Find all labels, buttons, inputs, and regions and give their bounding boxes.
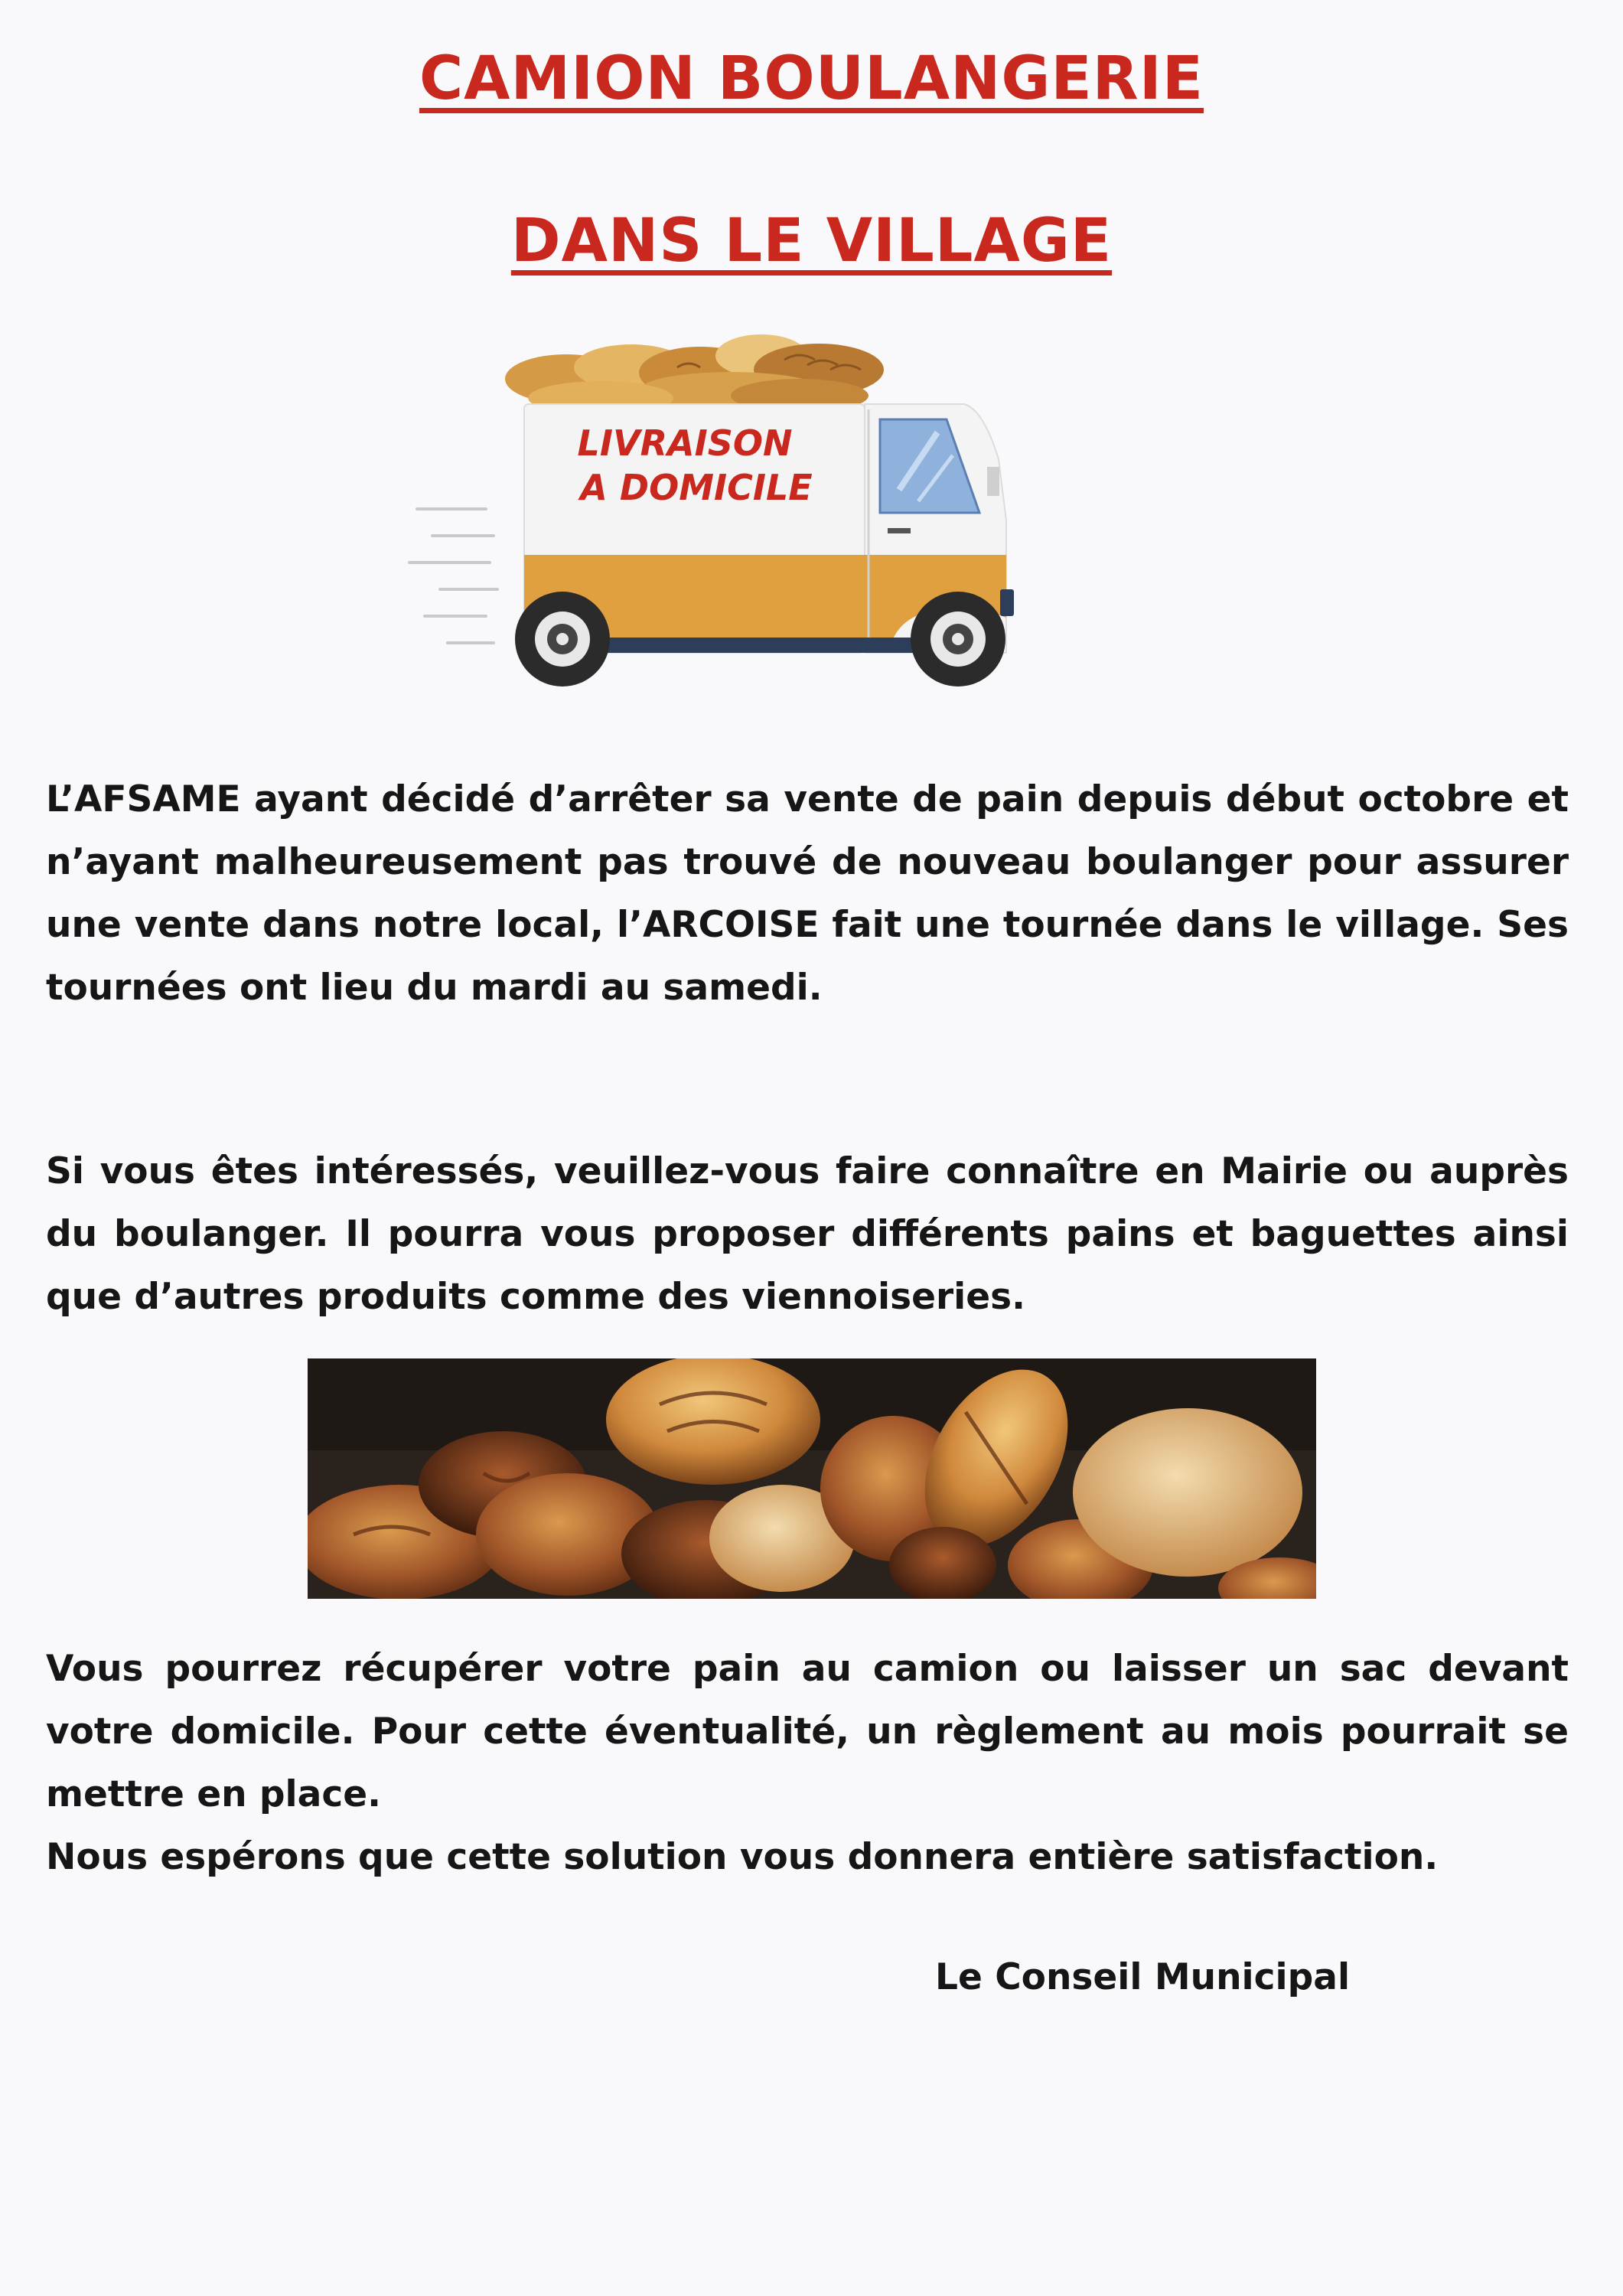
rear-wheel xyxy=(515,592,610,687)
pastries-photo xyxy=(308,1358,1316,1599)
paragraph-2: Si vous êtes intéressés, veuillez-vous faire connaître en Mairie ou auprès du boulanger. Il pourra vous proposer différents pains et baguettes ainsi que d’autres produits comme des viennoiseries. xyxy=(46,1150,1569,1318)
paragraph-3-4 xyxy=(46,1638,1569,1889)
paragraph-1: L’AFSAME ayant décidé d’arrêter sa vente de pain depuis début octobre et n’ayant malheureusement pas trouvé de nouveau boulanger pour assurer une vente dans notre local, l’ARCOISE fait une tournée dans le village. Ses tournées ont lieu du mardi au samedi. xyxy=(46,778,1569,1009)
title-line-1-text: CAMION BOULANGERIE xyxy=(419,44,1204,113)
front-wheel xyxy=(911,592,1005,687)
paragraph-4: Nous espérons que cette solution vous donnera entière satisfaction. xyxy=(46,1836,1439,1878)
speed-lines xyxy=(409,509,497,643)
title-line-2-text: DANS LE VILLAGE xyxy=(510,207,1113,276)
van-text-line-1: LIVRAISON xyxy=(577,422,793,464)
delivery-van-illustration xyxy=(402,325,1167,693)
bread-pile xyxy=(505,334,884,415)
van-text-line-2: A DOMICILE xyxy=(580,467,813,508)
title-line-2 xyxy=(0,207,1623,276)
paragraph-3: Vous pourrez récupérer votre pain au camion ou laisser un sac devant votre domicile. Pour cette éventualité, un règlement au mois pourrait se mettre en place. xyxy=(46,1648,1569,1815)
title-line-1 xyxy=(0,44,1623,113)
signature: Le Conseil Municipal xyxy=(935,1956,1351,1998)
